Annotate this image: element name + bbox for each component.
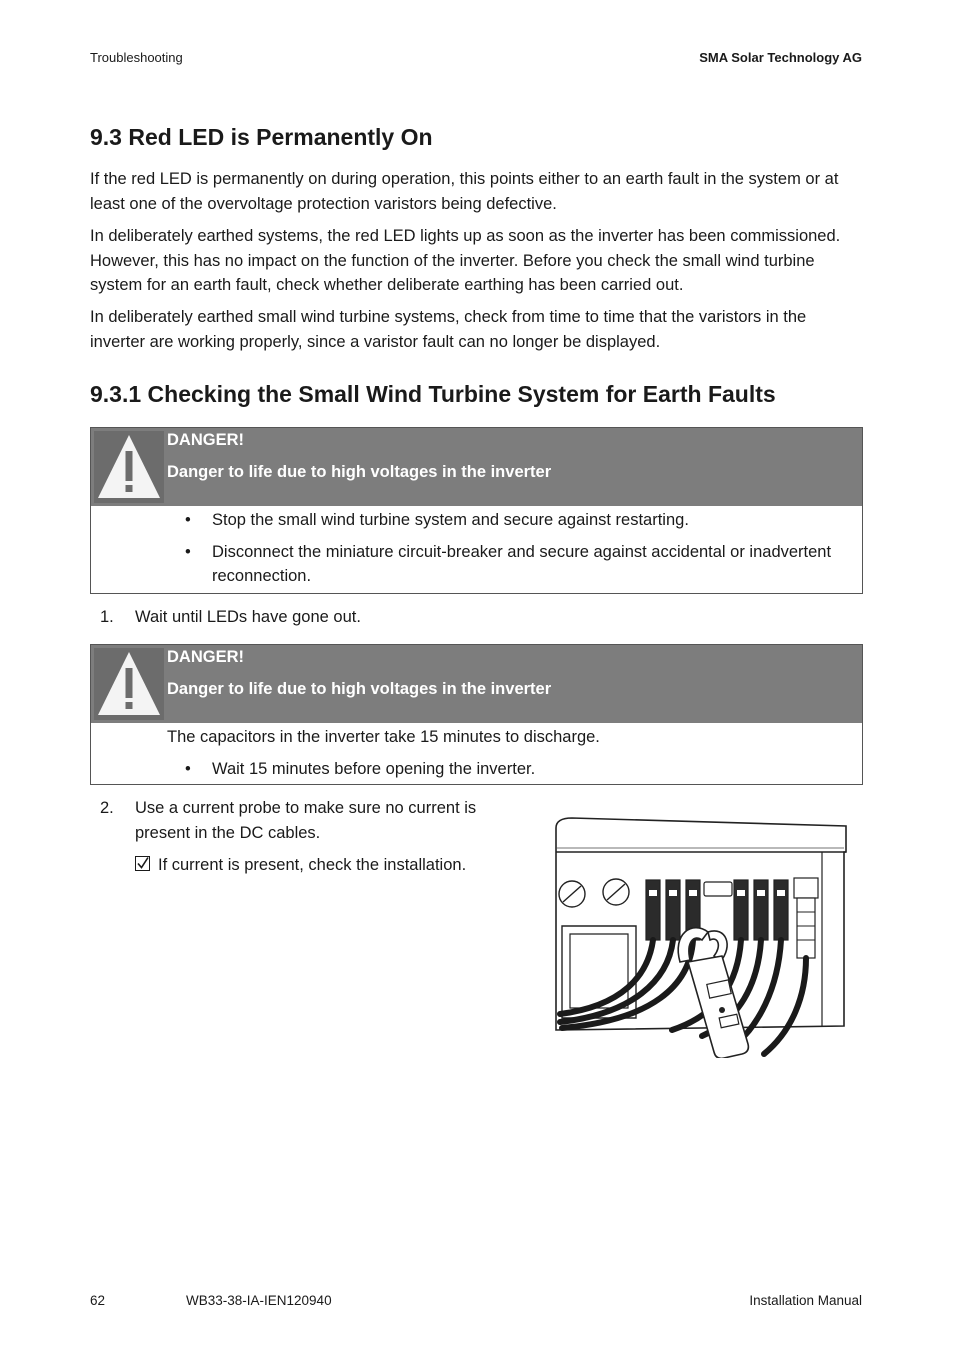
bullet-text: Wait 15 minutes before opening the inverter.: [212, 759, 536, 778]
list-item: [91, 508, 862, 533]
footer-title: Installation Manual: [749, 1293, 862, 1308]
step-1: [0, 605, 954, 631]
running-header-company: SMA Solar Technology AG: [699, 50, 862, 65]
step-text: Use a current probe to make sure no current is present in the DC cables.: [135, 799, 477, 842]
list-item: [91, 540, 862, 589]
step-result: [135, 853, 466, 878]
warning-triangle-icon: [94, 431, 164, 503]
danger-text: The capacitors in the inverter take 15 minutes to discharge.: [167, 728, 600, 746]
paragraph-3: In deliberately earthed small wind turbine systems, check from time to time that the varistors in the inverter are working properly, since a varistor fault can no longer be displayed.: [90, 308, 807, 351]
paragraph-1: If the red LED is permanently on during operation, this points either to an earth fault in the system or at least one of the overvoltage protection varistors being defective.: [90, 170, 839, 213]
list-item: [91, 757, 862, 782]
footer-page-number: 62: [90, 1293, 106, 1308]
bullet-text: Stop the small wind turbine system and secure against restarting.: [212, 511, 689, 529]
step-number: 1.: [100, 608, 114, 626]
result-text: If current is present, check the installation.: [158, 856, 467, 874]
danger-subtitle: Danger to life due to high voltages in the inverter: [167, 680, 552, 698]
checkbox-check-icon: [135, 856, 150, 871]
bullet-icon: •: [185, 542, 191, 561]
subsection-heading: 9.3.1 Checking the Small Wind Turbine System for Earth Faults: [90, 381, 776, 407]
danger-title: DANGER!: [167, 431, 244, 449]
danger-box-2: [90, 644, 863, 785]
warning-triangle-icon: [94, 648, 164, 720]
danger-title: DANGER!: [167, 648, 244, 666]
running-header-chapter: Troubleshooting: [90, 50, 183, 65]
footer-doc-id: WB33-38-IA-IEN120940: [186, 1293, 332, 1308]
current-probe-illustration: [552, 816, 848, 1058]
danger-box-body: [91, 723, 862, 781]
danger-box-body: [91, 506, 862, 589]
step-text: Wait until LEDs have gone out.: [135, 608, 361, 626]
bullet-text: Disconnect the miniature circuit-breaker and secure against accidental or inadvertent reconnection.: [212, 542, 832, 585]
step-number: 2.: [100, 799, 114, 817]
bullet-icon: •: [185, 759, 191, 778]
danger-subtitle: Danger to life due to high voltages in the inverter: [167, 463, 552, 481]
bullet-icon: •: [185, 511, 191, 529]
danger-box-header: [91, 645, 862, 723]
section-heading: 9.3 Red LED is Permanently On: [90, 124, 433, 150]
danger-box-header: [91, 428, 862, 506]
paragraph-2: In deliberately earthed systems, the red LED lights up as soon as the inverter has been commissioned. However, this has no impact on the function of the inverter. Before you check the small wind turbine system for an earth fault, check whether deliberate earthing has been carried out.: [90, 227, 841, 294]
step-2: [0, 796, 540, 848]
danger-box-1: [90, 427, 863, 594]
